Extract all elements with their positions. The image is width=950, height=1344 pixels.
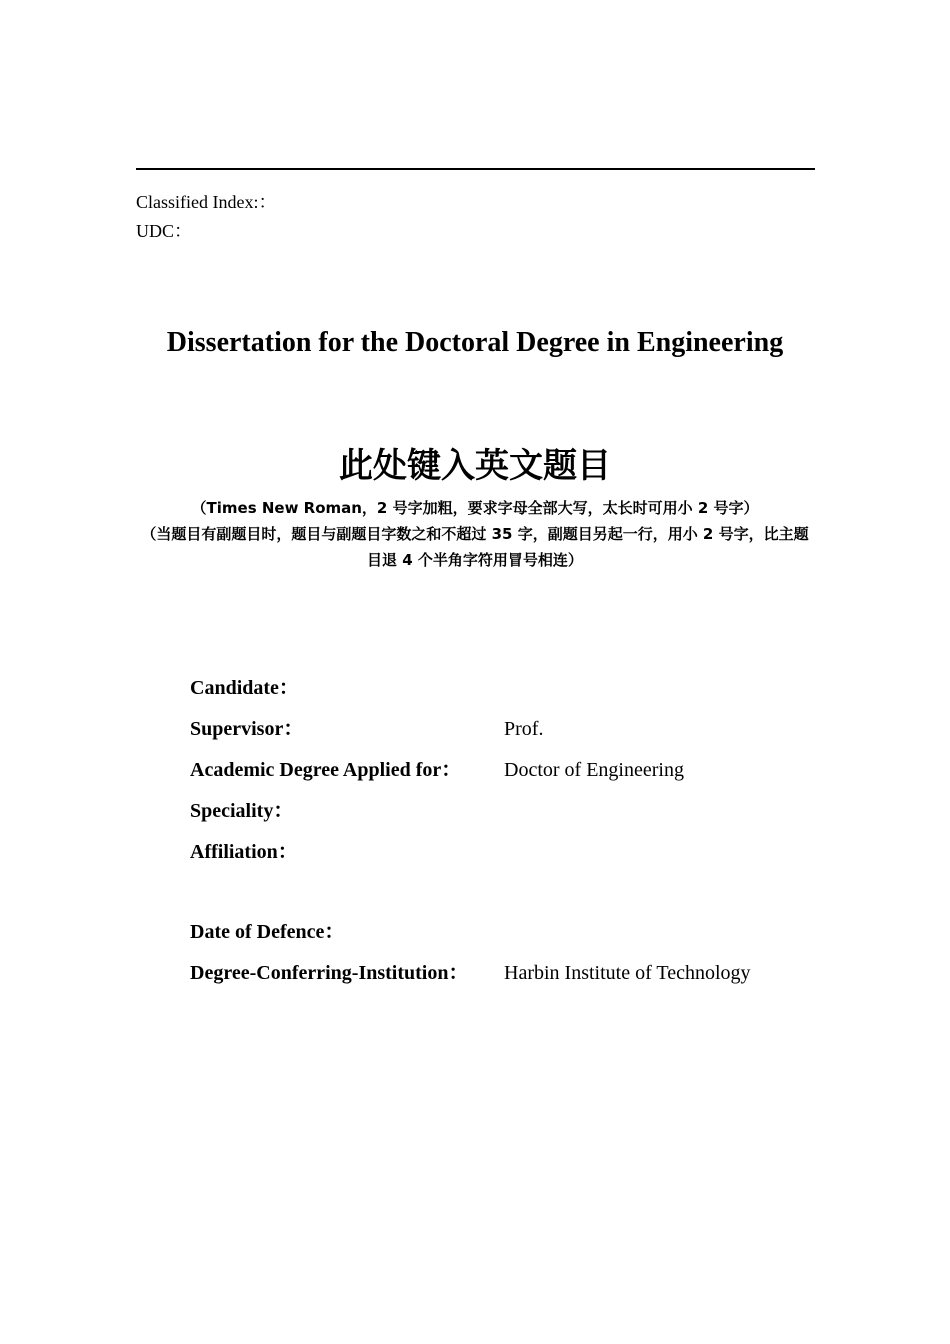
supervisor-label: Supervisor：: [190, 718, 304, 740]
candidate-info-table: [190, 668, 830, 994]
degree-value: Doctor of Engineering: [504, 759, 684, 781]
dissertation-title: 此处键入英文题目: [339, 446, 611, 486]
candidate-label: Candidate：: [190, 677, 299, 699]
classified-index-label: Classified Index:：: [136, 192, 277, 212]
title-format-note: （Times New Roman，2 号字加粗，要求字母全部大写，太长时可用小 2 号字）: [191, 499, 759, 517]
degree-heading: Dissertation for the Doctoral Degree in Engineering: [166, 327, 784, 358]
institution-row: [190, 953, 830, 994]
udc-label: UDC：: [136, 221, 193, 241]
institution-label: Degree-Conferring-Institution：: [190, 962, 469, 984]
speciality-row: [190, 791, 830, 832]
affiliation-label: Affiliation：: [190, 841, 298, 863]
degree-row: [190, 750, 830, 791]
supervisor-value: Prof.: [504, 718, 544, 740]
defence-row: [190, 912, 830, 953]
defence-label: Date of Defence：: [190, 921, 345, 943]
speciality-label: Speciality：: [190, 800, 294, 822]
affiliation-row: [190, 832, 830, 873]
header-rule: [136, 168, 815, 170]
supervisor-row: [190, 709, 830, 750]
degree-label: Academic Degree Applied for：: [190, 759, 462, 781]
subtitle-format-note: （当题目有副题目时，题目与副题目字数之和不超过 35 字，副题目另起一行，用小 2 号字，比主题目退 4 个半角字符用冒号相连）: [141, 525, 809, 569]
spacer-row: [190, 873, 830, 912]
candidate-row: [190, 668, 830, 709]
institution-value: Harbin Institute of Technology: [504, 962, 751, 984]
